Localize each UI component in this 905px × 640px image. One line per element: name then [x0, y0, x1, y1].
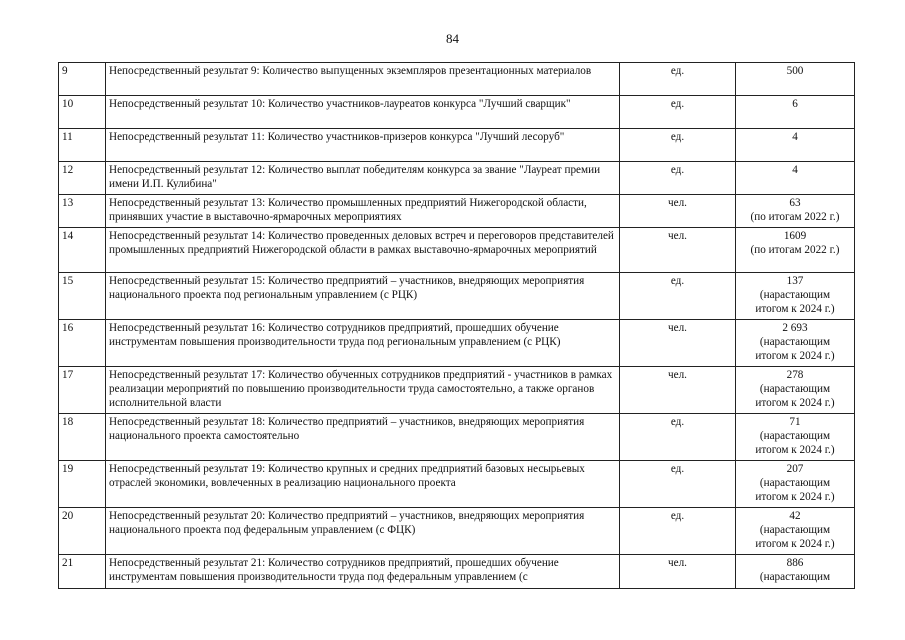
unit-of-measure: ед. — [620, 63, 736, 96]
result-description: Непосредственный результат 19: Количество крупных и средних предприятий базовых несырьевых отраслей экономики, вовлеченных в реализацию национального проекта — [106, 461, 620, 508]
unit-of-measure: ед. — [620, 96, 736, 129]
result-description: Непосредственный результат 16: Количество сотрудников предприятий, прошедших обучение инструментам повышения производительности труда под региональным управлением (с РЦК) — [106, 320, 620, 367]
row-number: 9 — [59, 63, 106, 96]
target-value — [736, 129, 855, 162]
target-value — [736, 461, 855, 508]
table-row — [59, 508, 855, 555]
unit-of-measure: чел. — [620, 228, 736, 273]
value-line: 4 — [792, 131, 798, 143]
target-value — [736, 508, 855, 555]
unit-of-measure: ед. — [620, 273, 736, 320]
result-description: Непосредственный результат 11: Количество участников-призеров конкурса "Лучший лесоруб" — [106, 129, 620, 162]
row-number: 11 — [59, 129, 106, 162]
value-note: (нарастающим — [759, 524, 831, 536]
target-value — [736, 96, 855, 129]
value-note: (по итогам 2022 г.) — [750, 244, 840, 256]
value-note: (нарастающим — [759, 430, 831, 442]
results-table — [58, 62, 855, 589]
row-number: 12 — [59, 162, 106, 195]
table-row — [59, 96, 855, 129]
unit-of-measure: чел. — [620, 367, 736, 414]
value-note: итогом к 2024 г.) — [755, 538, 835, 550]
result-description: Непосредственный результат 12: Количество выплат победителям конкурса за звание "Лауреат премии имени И.П. Кулибина" — [106, 162, 620, 195]
page-number: 84 — [446, 31, 459, 46]
target-value — [736, 555, 855, 589]
unit-of-measure: ед. — [620, 129, 736, 162]
row-number: 20 — [59, 508, 106, 555]
value-line: 207 — [786, 463, 804, 475]
value-note: итогом к 2024 г.) — [755, 303, 835, 315]
row-number: 19 — [59, 461, 106, 508]
value-note: (нарастающим — [759, 289, 831, 301]
target-value — [736, 63, 855, 96]
row-number: 16 — [59, 320, 106, 367]
result-description: Непосредственный результат 18: Количество предприятий – участников, внедряющих мероприятия национального проекта самостоятельно — [106, 414, 620, 461]
unit-of-measure: ед. — [620, 414, 736, 461]
result-description: Непосредственный результат 9: Количество выпущенных экземпляров презентационных материалов — [106, 63, 620, 96]
table-row — [59, 63, 855, 96]
results-table-body — [59, 63, 855, 589]
value-note: итогом к 2024 г.) — [755, 491, 835, 503]
table-row — [59, 555, 855, 589]
value-line: 71 — [789, 416, 801, 428]
result-description: Непосредственный результат 13: Количество промышленных предприятий Нижегородской области, принявших участие в выставочно-ярмарочных мероприятиях — [106, 195, 620, 228]
row-number: 10 — [59, 96, 106, 129]
result-description: Непосредственный результат 21: Количество сотрудников предприятий, прошедших обучение инструментам повышения производительности труда под федеральным управлением (с — [106, 555, 620, 589]
target-value — [736, 195, 855, 228]
unit-of-measure: ед. — [620, 162, 736, 195]
value-note: (нарастающим — [759, 571, 831, 583]
result-description: Непосредственный результат 14: Количество проведенных деловых встреч и переговоров представителей промышленных предприятий Нижегородской области в рамках выставочно-ярмарочных мероприятий — [106, 228, 620, 273]
unit-of-measure: ед. — [620, 508, 736, 555]
value-note: итогом к 2024 г.) — [755, 444, 835, 456]
row-number: 17 — [59, 367, 106, 414]
value-line: 2 693 — [782, 322, 808, 334]
value-note: (по итогам 2022 г.) — [750, 211, 840, 223]
result-description: Непосредственный результат 17: Количество обученных сотрудников предприятий - участников в рамках реализации мероприятий по повышению производительности труда самостоятельно, а также органов исполнительной власти — [106, 367, 620, 414]
row-number: 13 — [59, 195, 106, 228]
value-note: (нарастающим — [759, 336, 831, 348]
value-line: 6 — [792, 98, 798, 110]
result-description: Непосредственный результат 15: Количество предприятий – участников, внедряющих мероприятия национального проекта под региональным управлением (с РЦК) — [106, 273, 620, 320]
table-row — [59, 129, 855, 162]
target-value — [736, 162, 855, 195]
table-row — [59, 162, 855, 195]
unit-of-measure: чел. — [620, 195, 736, 228]
table-row — [59, 461, 855, 508]
target-value — [736, 228, 855, 273]
value-line: 886 — [786, 557, 804, 569]
target-value — [736, 367, 855, 414]
table-row — [59, 320, 855, 367]
value-line: 137 — [786, 275, 804, 287]
value-line: 42 — [789, 510, 801, 522]
value-note: итогом к 2024 г.) — [755, 350, 835, 362]
row-number: 15 — [59, 273, 106, 320]
row-number: 18 — [59, 414, 106, 461]
unit-of-measure: чел. — [620, 320, 736, 367]
value-note: (нарастающим — [759, 477, 831, 489]
value-line: 500 — [786, 65, 804, 77]
target-value — [736, 320, 855, 367]
table-row — [59, 195, 855, 228]
value-line: 278 — [786, 369, 804, 381]
table-row — [59, 414, 855, 461]
unit-of-measure: ед. — [620, 461, 736, 508]
value-line: 4 — [792, 164, 798, 176]
row-number: 14 — [59, 228, 106, 273]
target-value — [736, 273, 855, 320]
row-number: 21 — [59, 555, 106, 589]
table-row — [59, 228, 855, 273]
result-description: Непосредственный результат 10: Количество участников-лауреатов конкурса "Лучший сварщик" — [106, 96, 620, 129]
unit-of-measure: чел. — [620, 555, 736, 589]
value-note: итогом к 2024 г.) — [755, 397, 835, 409]
result-description: Непосредственный результат 20: Количество предприятий – участников, внедряющих мероприятия национального проекта под федеральным управлением (с ФЦК) — [106, 508, 620, 555]
table-row — [59, 273, 855, 320]
target-value — [736, 414, 855, 461]
table-row — [59, 367, 855, 414]
value-note: (нарастающим — [759, 383, 831, 395]
value-line: 63 — [789, 197, 801, 209]
value-line: 1609 — [783, 230, 807, 242]
